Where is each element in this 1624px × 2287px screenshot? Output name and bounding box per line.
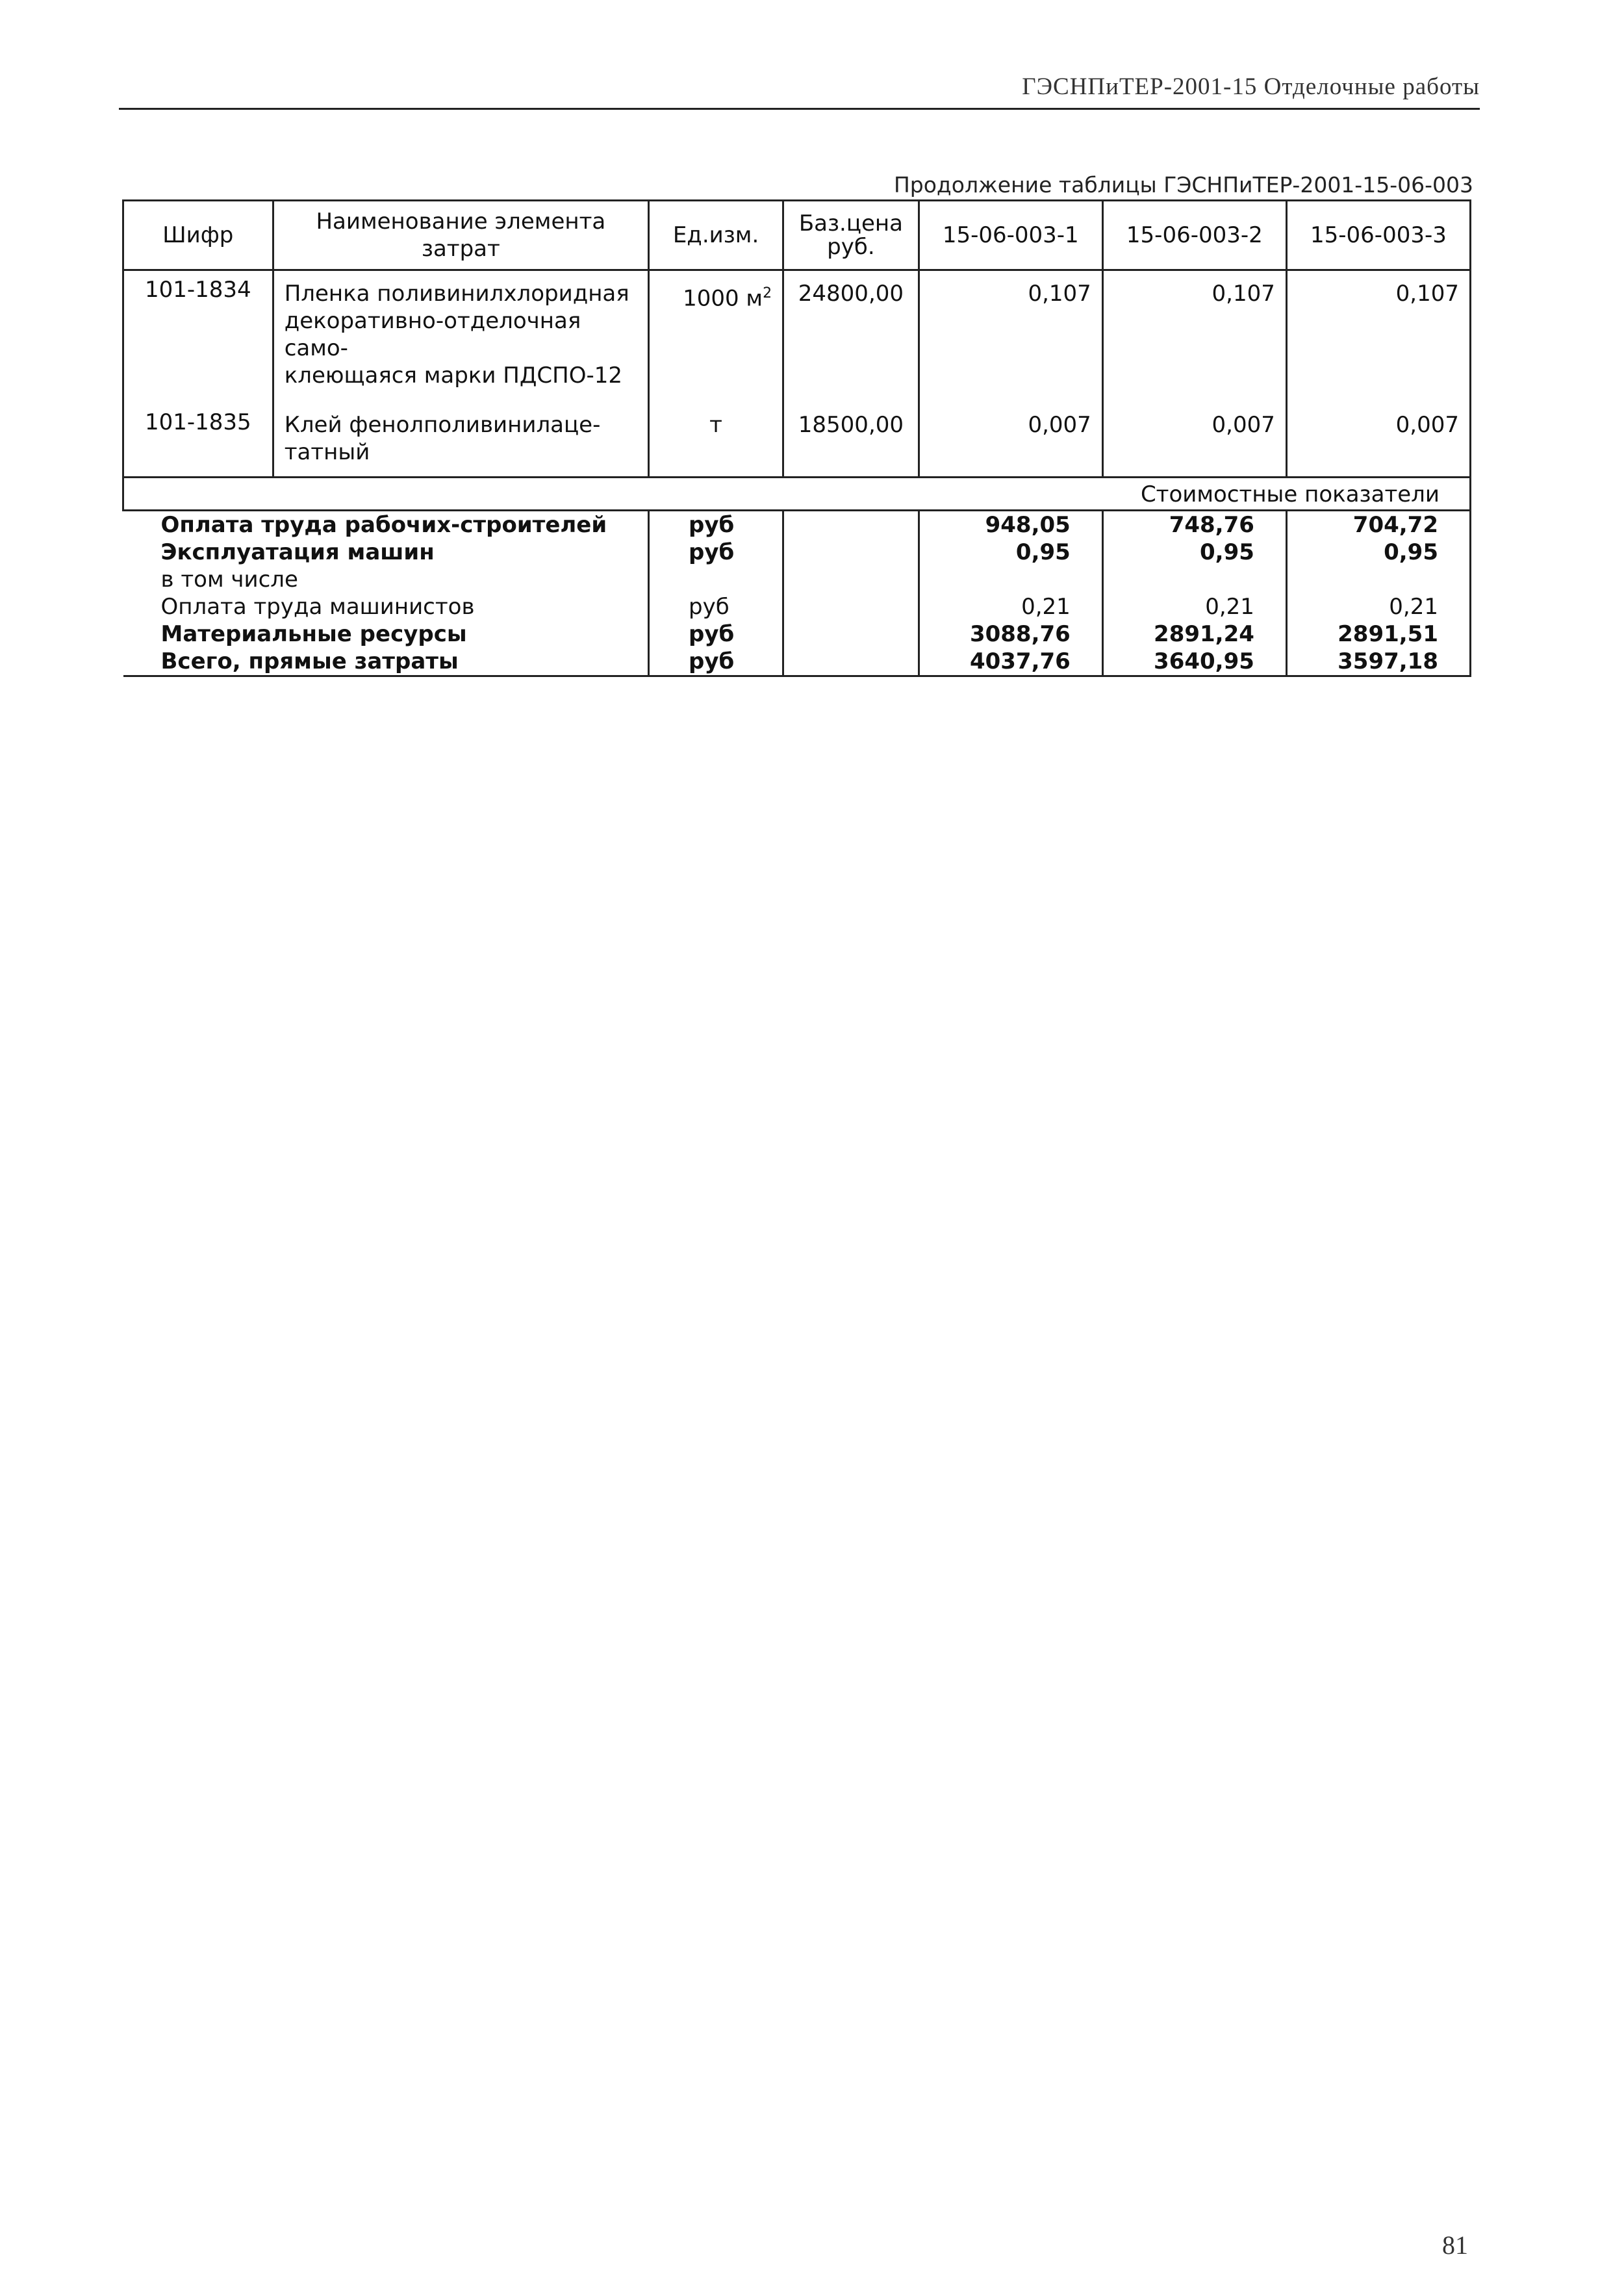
resource-code: 101-1835 bbox=[123, 403, 273, 478]
resource-name-line: Клей фенолполивинилаце- bbox=[284, 412, 601, 438]
column-header-norm-2: 15-06-003-2 bbox=[1102, 201, 1286, 270]
table-header-row bbox=[123, 201, 1471, 270]
column-header-norm-3: 15-06-003-3 bbox=[1286, 201, 1470, 270]
resource-name bbox=[273, 403, 648, 478]
header-rule bbox=[119, 108, 1480, 110]
price-header-line1: Баз.цена bbox=[798, 211, 903, 236]
cost-value-3: 0,21 bbox=[1286, 593, 1470, 620]
cost-value-3 bbox=[1286, 566, 1470, 593]
cost-row bbox=[123, 593, 1471, 620]
cost-name: в том числе bbox=[160, 567, 298, 593]
column-header-name: Наименование элемента затрат bbox=[273, 201, 648, 270]
cost-value-2 bbox=[1102, 566, 1286, 593]
cost-row bbox=[123, 620, 1471, 648]
cost-value-1: 0,95 bbox=[919, 539, 1102, 566]
cost-row bbox=[123, 539, 1471, 566]
column-header-norm-1: 15-06-003-1 bbox=[919, 201, 1102, 270]
cost-price-empty bbox=[783, 511, 919, 539]
resource-name bbox=[273, 270, 648, 404]
unit-superscript: 2 bbox=[763, 285, 772, 301]
cost-unit: руб bbox=[649, 620, 783, 648]
cost-value-1: 3088,76 bbox=[919, 620, 1102, 648]
resource-name-line: Пленка поливинилхлоридная bbox=[284, 281, 629, 307]
cost-value-1: 4037,76 bbox=[919, 648, 1102, 676]
cost-name: Материальные ресурсы bbox=[160, 621, 467, 647]
cost-value-3: 2891,51 bbox=[1286, 620, 1470, 648]
resource-row bbox=[123, 403, 1471, 478]
cost-value-2: 2891,24 bbox=[1102, 620, 1286, 648]
cost-value-2: 3640,95 bbox=[1102, 648, 1286, 676]
cost-value-2: 0,95 bbox=[1102, 539, 1286, 566]
page-number: 81 bbox=[1442, 2230, 1468, 2260]
table-caption: Продолжение таблицы ГЭСНПиТЕР-2001-15-06-003 bbox=[893, 172, 1473, 198]
column-header-unit: Ед.изм. bbox=[649, 201, 783, 270]
column-header-code: Шифр bbox=[123, 201, 273, 270]
cost-price-empty bbox=[783, 539, 919, 566]
resource-value-3: 0,007 bbox=[1286, 403, 1470, 478]
price-header-line2: руб. bbox=[827, 234, 875, 260]
column-header-price bbox=[783, 201, 919, 270]
norm-table bbox=[122, 199, 1471, 677]
cost-section-row bbox=[123, 478, 1471, 511]
cost-value-1 bbox=[919, 566, 1102, 593]
resource-value-2: 0,107 bbox=[1102, 270, 1286, 404]
cost-name: Всего, прямые затраты bbox=[123, 648, 649, 676]
cost-price-empty bbox=[783, 620, 919, 648]
cost-unit bbox=[649, 566, 783, 593]
cost-value-2: 748,76 bbox=[1102, 511, 1286, 539]
cost-value-1: 0,21 bbox=[919, 593, 1102, 620]
cost-unit: руб bbox=[649, 593, 783, 620]
cost-price-empty bbox=[783, 593, 919, 620]
cost-row bbox=[123, 511, 1471, 539]
cost-price-empty bbox=[783, 566, 919, 593]
resource-code: 101-1834 bbox=[123, 270, 273, 404]
cost-value-3: 704,72 bbox=[1286, 511, 1470, 539]
cost-unit: руб bbox=[649, 511, 783, 539]
resource-value-1: 0,007 bbox=[919, 403, 1102, 478]
running-title: ГЭСНПиТЕР-2001-15 Отделочные работы bbox=[1022, 73, 1480, 100]
cost-unit: руб bbox=[649, 648, 783, 676]
resource-unit: т bbox=[649, 403, 783, 478]
cost-name: Оплата труда машинистов bbox=[160, 594, 475, 620]
resource-value-1: 0,107 bbox=[919, 270, 1102, 404]
cost-row bbox=[123, 566, 1471, 593]
cost-value-1: 948,05 bbox=[919, 511, 1102, 539]
cost-value-3: 3597,18 bbox=[1286, 648, 1470, 676]
cost-name: Эксплуатация машин bbox=[160, 539, 435, 565]
resource-row bbox=[123, 270, 1471, 404]
resource-price: 24800,00 bbox=[783, 270, 919, 404]
resource-name-line: декоративно-отделочная само- bbox=[284, 308, 581, 361]
resource-name-line: клеющаяся марки ПДСПО-12 bbox=[284, 363, 622, 389]
resource-value-2: 0,007 bbox=[1102, 403, 1286, 478]
resource-price: 18500,00 bbox=[783, 403, 919, 478]
cost-unit: руб bbox=[649, 539, 783, 566]
cost-value-3: 0,95 bbox=[1286, 539, 1470, 566]
cost-row-total bbox=[123, 648, 1471, 676]
cost-section-title: Стоимостные показатели bbox=[123, 478, 1471, 511]
cost-name: Оплата труда рабочих-строителей bbox=[160, 512, 607, 538]
unit-text: 1000 м bbox=[683, 285, 763, 312]
cost-value-2: 0,21 bbox=[1102, 593, 1286, 620]
cost-price-empty bbox=[783, 648, 919, 676]
resource-unit bbox=[649, 270, 783, 404]
resource-value-3: 0,107 bbox=[1286, 270, 1470, 404]
resource-name-line: татный bbox=[284, 439, 370, 465]
